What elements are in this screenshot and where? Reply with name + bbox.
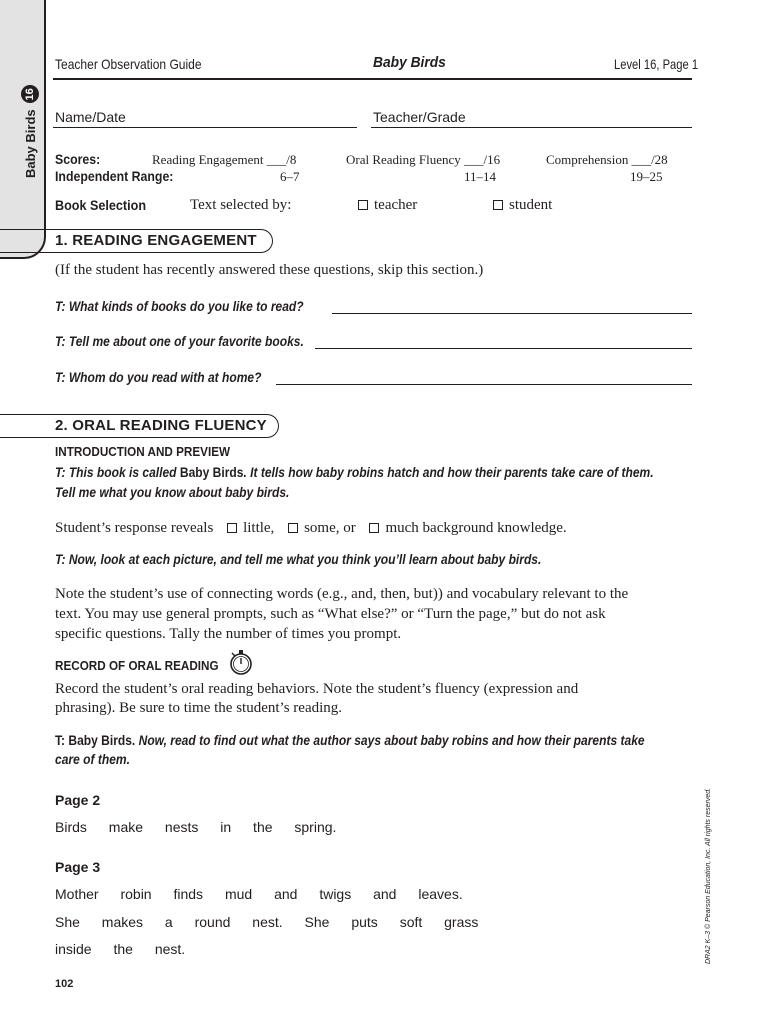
student-checkbox[interactable] xyxy=(493,200,503,210)
intro-prompt xyxy=(55,464,654,480)
page2-text: Birds make nests in the spring. xyxy=(55,819,337,835)
answer-line-3[interactable] xyxy=(276,384,692,385)
header-page-info: Level 16, Page 1 xyxy=(614,56,699,72)
resp-much-label: much background knowledge. xyxy=(385,520,567,536)
intro-rest: . It tells how baby robins hatch and how their parents take care of them. xyxy=(243,464,654,480)
scores-label: Scores: xyxy=(55,151,101,167)
page-title: Baby Birds xyxy=(373,54,446,71)
record-line-2: phrasing). Be sure to time the student’s reading. xyxy=(55,700,343,716)
independent-range-label: Independent Range: xyxy=(55,168,174,184)
option-student[interactable] xyxy=(493,197,552,214)
resp-much[interactable] xyxy=(369,520,566,536)
intro-preview-heading: INTRODUCTION AND PREVIEW xyxy=(55,444,231,459)
note-line-1: Note the student’s use of connecting words (e.g., and, then, but)) and vocabulary relevant to the xyxy=(55,586,629,602)
fluency-score: Oral Reading Fluency ___/16 xyxy=(346,152,501,167)
section1-note: (If the student has recently answered these questions, skip this section.) xyxy=(55,262,484,278)
teacher-grade-field[interactable] xyxy=(371,127,692,128)
engagement-range: 6–7 xyxy=(280,169,300,184)
comprehension-range: 19–25 xyxy=(630,169,663,184)
name-date-label: Name/Date xyxy=(55,109,126,125)
side-tab-title: Baby Birds xyxy=(22,109,38,178)
level-badge: 16 xyxy=(21,85,39,103)
name-date-field[interactable] xyxy=(53,127,357,128)
header-rule xyxy=(53,78,692,80)
comprehension-score: Comprehension ___/28 xyxy=(546,152,668,167)
much-checkbox[interactable] xyxy=(369,523,379,533)
answer-line-2[interactable] xyxy=(315,348,692,349)
picture-walk-prompt: T: Now, look at each picture, and tell me what you think you’ll learn about baby birds. xyxy=(55,551,542,567)
note-line-3: specific questions. Tally the number of times you prompt. xyxy=(55,626,402,642)
teacher-grade-label: Teacher/Grade xyxy=(373,109,466,125)
page3-text-line3: inside the nest. xyxy=(55,941,186,957)
engagement-score: Reading Engagement ___/8 xyxy=(152,152,297,167)
intro-book-title: Baby Birds xyxy=(179,464,244,480)
question-read-with: T: Whom do you read with at home? xyxy=(55,369,262,385)
section2-title: 2. ORAL READING FLUENCY xyxy=(55,417,267,434)
read-prompt-rest: Now, read to find out what the author says about baby robins and how their parents take xyxy=(135,732,645,748)
question-kinds-of-books: T: What kinds of books do you like to read? xyxy=(55,298,304,314)
page3-text-line1: Mother robin finds mud and twigs and leaves. xyxy=(55,886,463,902)
copyright-notice: DRA2 K–3 © Pearson Education, Inc. All rights reserved. xyxy=(705,787,712,965)
side-tab-label xyxy=(20,78,40,178)
record-heading: RECORD OF ORAL READING xyxy=(55,658,219,673)
section1-title: 1. READING ENGAGEMENT xyxy=(55,232,257,249)
resp-little[interactable] xyxy=(227,520,274,536)
page3-label: Page 3 xyxy=(55,859,101,875)
resp-some-label: some, or xyxy=(304,520,356,536)
response-row xyxy=(55,518,567,538)
resp-some[interactable] xyxy=(288,520,356,536)
read-prompt-title: T: Baby Birds. xyxy=(55,732,136,748)
text-selected-by: Text selected by: xyxy=(190,197,292,213)
intro-prompt-line2: Tell me what you know about baby birds. xyxy=(55,484,290,500)
little-checkbox[interactable] xyxy=(227,523,237,533)
stopwatch-icon xyxy=(226,647,256,677)
page3-text-line2: She makes a round nest. She puts soft grass xyxy=(55,914,479,930)
fluency-range: 11–14 xyxy=(464,169,497,184)
read-prompt xyxy=(55,732,645,748)
option-teacher[interactable] xyxy=(358,197,417,214)
response-label: Student’s response reveals xyxy=(55,520,214,536)
note-line-2: text. You may use general prompts, such as “What else?” or “Turn the page,” but do not ask xyxy=(55,606,606,622)
option-teacher-label: teacher xyxy=(374,197,418,213)
header-guide: Teacher Observation Guide xyxy=(55,56,202,72)
page2-label: Page 2 xyxy=(55,792,101,808)
question-favorite-book: T: Tell me about one of your favorite books. xyxy=(55,333,304,349)
read-prompt-line2: care of them. xyxy=(55,751,130,767)
some-checkbox[interactable] xyxy=(288,523,298,533)
book-selection-label: Book Selection xyxy=(55,197,147,213)
intro-t: T: This book is called xyxy=(55,464,180,480)
resp-little-label: little, xyxy=(243,520,275,536)
page-number: 102 xyxy=(55,978,74,990)
record-line-1: Record the student’s oral reading behaviors. Note the student’s fluency (expression and xyxy=(55,681,579,697)
answer-line-1[interactable] xyxy=(332,313,692,314)
option-student-label: student xyxy=(509,197,553,213)
teacher-checkbox[interactable] xyxy=(358,200,368,210)
